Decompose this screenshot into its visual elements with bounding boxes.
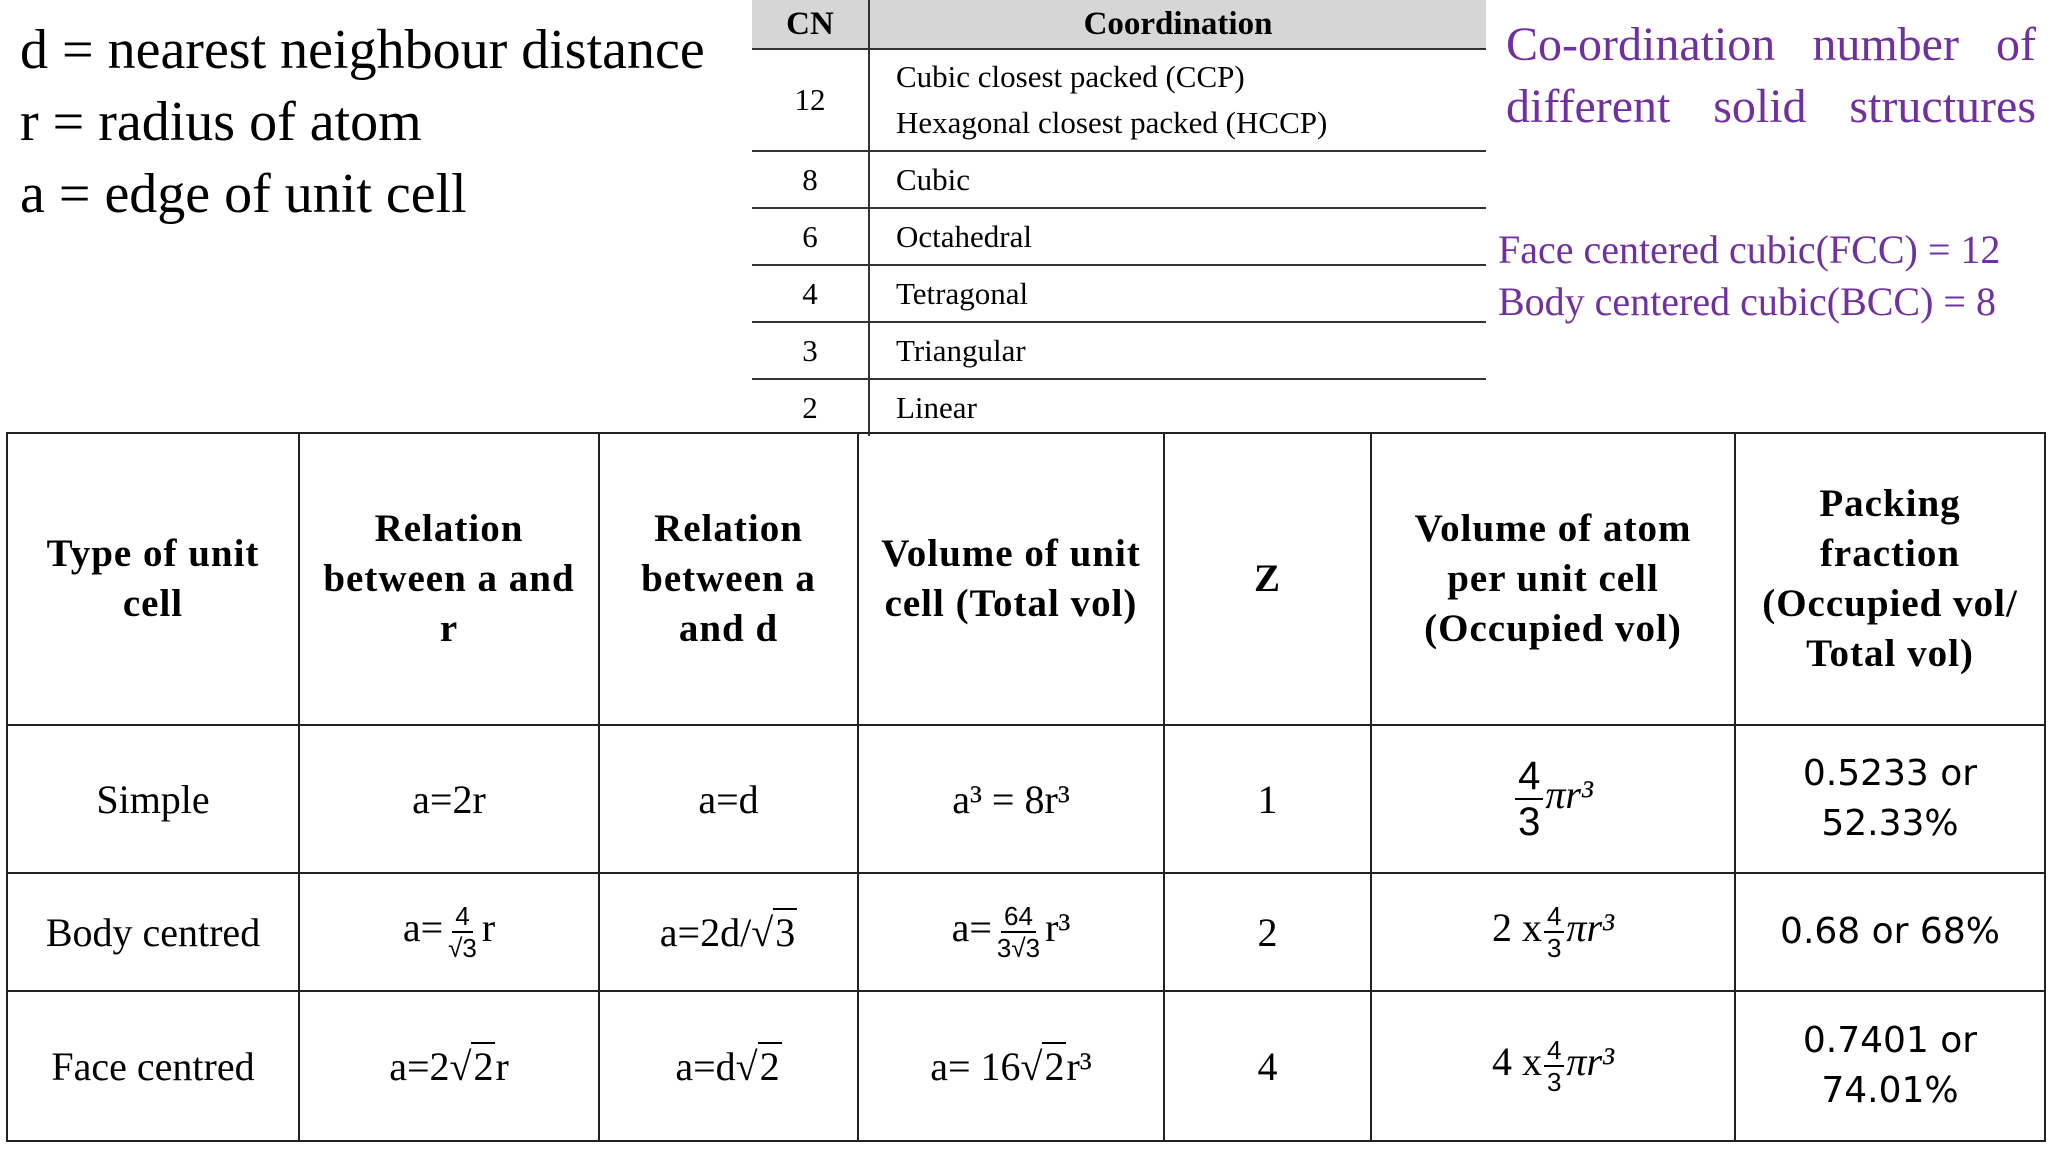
cn-value: 3 xyxy=(752,322,869,379)
coordination-note-title: Co-ordination number of different solid structures xyxy=(1506,18,2036,133)
coordination-line: Hexagonal closest packed (HCCP) xyxy=(896,105,1328,140)
numerator: 64 xyxy=(1001,903,1036,933)
cn-value: 6 xyxy=(752,208,869,265)
table-row xyxy=(752,151,1486,208)
table-row xyxy=(752,379,1486,436)
header-type xyxy=(7,433,299,725)
formula-suffix: r³ xyxy=(1045,905,1071,951)
cn-value: 4 xyxy=(752,265,869,322)
table-row xyxy=(7,725,2045,873)
packing-line: 52.33% xyxy=(1821,803,1959,844)
cell-a-d xyxy=(599,873,858,991)
pi-r-cubed: πr³ xyxy=(1566,1039,1615,1085)
cell-a-r: a=2r xyxy=(299,725,599,873)
header-a-r xyxy=(299,433,599,725)
table-row xyxy=(7,873,2045,991)
pi-r-cubed: πr³ xyxy=(1566,905,1615,951)
table-row xyxy=(752,208,1486,265)
coordination-table xyxy=(752,0,1486,436)
cell-type: Body centred xyxy=(7,873,299,991)
cell-a-d: a=d xyxy=(599,725,858,873)
header-text: Volume of atom per unit cell (Occupied vol) xyxy=(1414,507,1692,650)
cell-volume: a³ = 8r³ xyxy=(858,725,1164,873)
coordination-value: Tetragonal xyxy=(869,265,1486,322)
header-text: Relation between a and d xyxy=(641,507,816,650)
header-a-d xyxy=(599,433,858,725)
packing-line: 0.5233 or xyxy=(1802,753,1978,794)
fraction xyxy=(1544,1037,1564,1095)
header-text: Volume of unit cell (Total vol) xyxy=(881,532,1141,625)
cell-packing xyxy=(1735,991,2045,1141)
header-text: Type of unit cell xyxy=(46,532,260,625)
numerator: 4 xyxy=(1544,903,1564,933)
cn-value: 2 xyxy=(752,379,869,436)
formula-prefix: a= xyxy=(402,905,444,951)
cn-header: CN xyxy=(752,0,869,49)
header-text: Packing fraction (Occupied vol/ Total vol) xyxy=(1762,482,2018,675)
header-occupied-volume xyxy=(1371,433,1735,725)
cell-occupied xyxy=(1371,873,1735,991)
coordination-table-container xyxy=(752,0,1486,436)
denominator: 3 xyxy=(1546,933,1562,963)
coordination-header-row xyxy=(752,0,1486,49)
definition-d: d = nearest neighbour distance xyxy=(20,19,705,81)
denominator: 3 xyxy=(1518,800,1541,844)
packing-line: 0.68 or 68% xyxy=(1780,911,2000,952)
header-z xyxy=(1164,433,1371,725)
cell-z: 1 xyxy=(1164,725,1371,873)
definition-r: r = radius of atom xyxy=(20,91,422,153)
cn-value: 12 xyxy=(752,49,869,151)
header-packing-fraction xyxy=(1735,433,2045,725)
denominator: 3 xyxy=(1546,1067,1562,1097)
coordination-value: Cubic xyxy=(869,151,1486,208)
packing-line: 74.01% xyxy=(1821,1070,1959,1111)
fraction xyxy=(1544,903,1564,961)
definition-a: a = edge of unit cell xyxy=(20,163,467,225)
coordination-value: Triangular xyxy=(869,322,1486,379)
pi-r-cubed: πr³ xyxy=(1545,772,1593,818)
coordination-header: Coordination xyxy=(869,0,1486,49)
table-row xyxy=(752,265,1486,322)
cell-packing xyxy=(1735,873,2045,991)
cn-value: 8 xyxy=(752,151,869,208)
formula-prefix: a= xyxy=(951,905,992,951)
cell-a-r xyxy=(299,873,599,991)
sqrt: √2 xyxy=(1020,1043,1065,1089)
formula-prefix: a=d xyxy=(675,1043,736,1089)
fcc-note: Face centered cubic(FCC) = 12 xyxy=(1498,227,2001,272)
formula-suffix: r xyxy=(495,1043,509,1089)
numerator: 4 xyxy=(1544,1037,1564,1067)
fraction xyxy=(994,903,1043,961)
radicand: 2 xyxy=(759,1043,780,1089)
cell-a-r xyxy=(299,991,599,1141)
cell-type: Simple xyxy=(7,725,299,873)
sqrt: √2 xyxy=(449,1043,494,1089)
denominator: 3√3 xyxy=(996,933,1041,963)
header-text: Z xyxy=(1253,557,1281,600)
formula-suffix: r xyxy=(481,905,496,951)
header-volume-cell xyxy=(858,433,1164,725)
fraction xyxy=(1515,756,1543,842)
radicand: 2 xyxy=(1044,1043,1065,1089)
cell-volume xyxy=(858,873,1164,991)
table-row xyxy=(7,991,2045,1141)
formula-suffix: r³ xyxy=(1066,1043,1092,1089)
cell-a-d xyxy=(599,991,858,1141)
packing-line: 0.7401 or xyxy=(1802,1020,1978,1061)
formula-prefix: 2 x xyxy=(1491,905,1542,951)
formula-prefix: a=2 xyxy=(389,1043,450,1089)
formula-prefix: a= 16 xyxy=(930,1043,1021,1089)
coordination-value: Octahedral xyxy=(869,208,1486,265)
numerator: 4 xyxy=(452,903,472,933)
cell-z: 2 xyxy=(1164,873,1371,991)
cell-occupied xyxy=(1371,991,1735,1141)
bcc-note: Body centered cubic(BCC) = 8 xyxy=(1498,279,1996,324)
unit-cell-table xyxy=(6,432,2046,1142)
cell-packing xyxy=(1735,725,2045,873)
fraction xyxy=(445,903,480,961)
coordination-value xyxy=(869,49,1486,151)
denominator: √3 xyxy=(448,933,477,963)
cell-type: Face centred xyxy=(7,991,299,1141)
radicand: 2 xyxy=(473,1043,494,1089)
coordination-line: Cubic closest packed (CCP) xyxy=(896,59,1245,94)
unit-cell-header-row xyxy=(7,433,2045,725)
cell-occupied xyxy=(1371,725,1735,873)
numerator: 4 xyxy=(1515,756,1543,800)
cell-z: 4 xyxy=(1164,991,1371,1141)
table-row xyxy=(752,49,1486,151)
formula-prefix: 4 x xyxy=(1491,1039,1542,1085)
table-row xyxy=(752,322,1486,379)
cell-volume xyxy=(858,991,1164,1141)
header-text: Relation between a and r xyxy=(323,507,575,650)
sqrt: √2 xyxy=(735,1043,780,1089)
coordination-value: Linear xyxy=(896,390,977,425)
sqrt: √3 xyxy=(751,909,796,955)
definitions xyxy=(20,14,705,230)
coordination-note-values xyxy=(1498,224,2000,328)
formula-prefix: a=2d/ xyxy=(659,909,752,955)
radicand: 3 xyxy=(775,909,796,955)
